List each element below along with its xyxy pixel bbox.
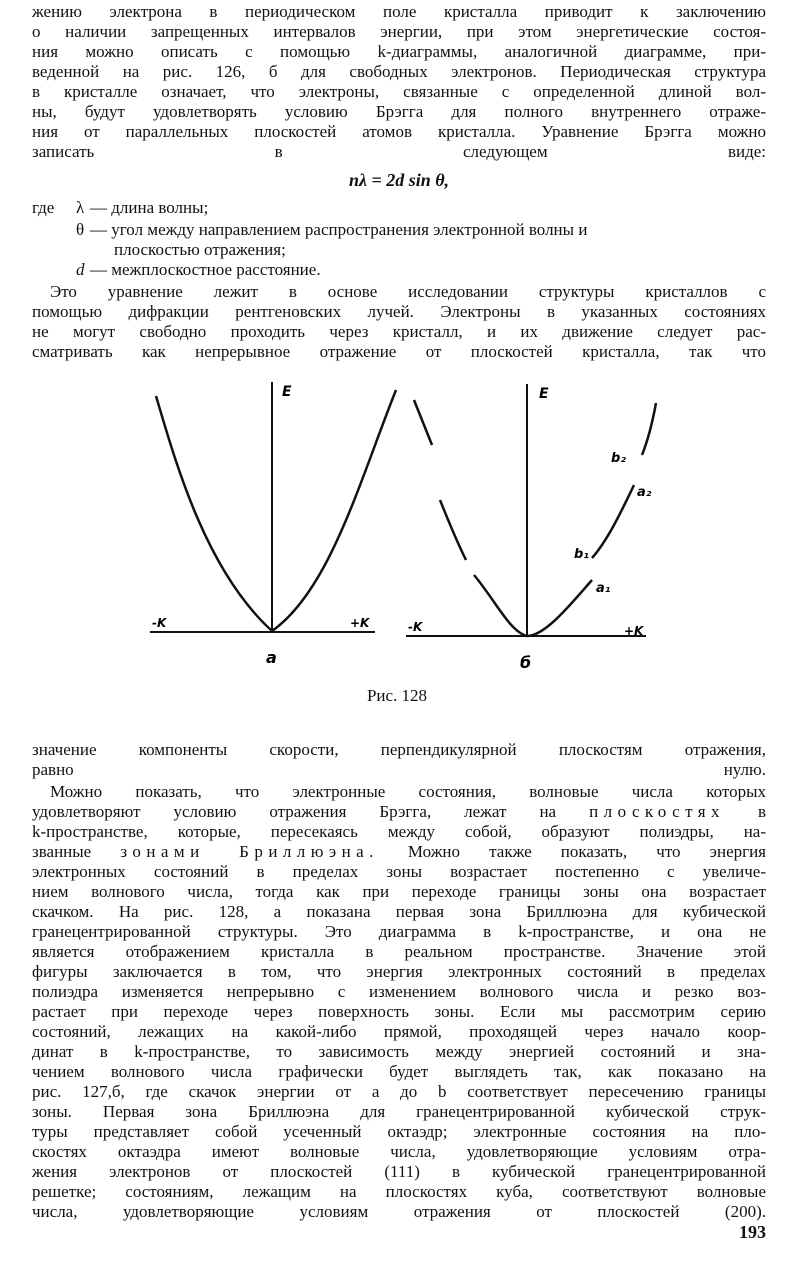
d-symbol: d [76,260,85,279]
theta-symbol: θ [76,220,85,239]
text-line: помощью дифракции рентгеновских лучей. Электроны в указанных состояниях [32,302,766,321]
text-line: чением волнового числа графически будет выглядеть так, как показано на [32,1062,766,1081]
text-line: значение компоненты скорости, перпендикулярной плоскостям отражения, [32,740,766,759]
text-line: является отображением кристалла в реальном пространстве. Значение этой [32,942,766,961]
d-definition: — межплоскостное расстояние. [90,260,321,279]
text-line: k-пространстве, которые, пересекаясь между собой, образуют полиэдры, на- [32,822,766,841]
text-line [32,802,766,822]
text-line: состояний, лежащих на какой-либо прямой, проходящей через начало коор- [32,1022,766,1041]
text-line: веденной на рис. 126, б для свободных электронов. Периодическая структура [32,62,766,81]
plus-k-label: +K [350,616,370,630]
diagram-a [150,382,396,667]
curve-label-b2: b₂ [611,451,626,466]
band-a1 [474,575,592,636]
text-line: Можно показать, что электронные состояния, волновые числа которых [50,782,766,801]
text-line: равно нулю. [32,760,766,779]
text-line: жения электронов от плоскостей (111) в кубической гранецентрированной [32,1162,766,1181]
text-span: в [757,802,767,821]
emphasis-brillouin-zones: зонами Бриллюэна. [120,842,379,861]
text-line: фигуры заключается в том, что энергия электронных состояний в пределах [32,962,766,981]
text-line: о наличии запрещенных интервалов энергии, при этом энергетические состоя- [32,22,766,41]
curve-label-a1: a₁ [596,581,611,596]
band-left-top [414,400,432,445]
text-line [32,842,766,862]
text-line: ния от параллельных плоскостей атомов кристалла. Уравнение Брэгга можно [32,122,766,141]
text-line: динат в k-пространстве, то зависимость между энергией состояний и зна- [32,1042,766,1061]
lambda-symbol: λ [76,198,85,217]
text-line: рис. 127,б, где скачок энергии от a до b соответствует пересечению границы [32,1082,766,1101]
band-b1-a2 [592,485,634,558]
lambda-definition: — длина волны; [90,198,209,217]
minus-k-label: -K [408,620,423,634]
text-line: гранецентрированной структуры. Это диаграмма в k-пространстве, и она не [32,922,766,941]
band-b2 [642,403,656,455]
text-line: скачком. На рис. 128, а показана первая зона Бриллюэна для кубической [32,902,766,921]
curve-label-b1: b₁ [574,547,589,562]
energy-axis-label: E [539,386,549,402]
text-span: Можно также показать, что энергия [407,842,767,861]
text-line: скостях октаэдра имеют волновые числа, удовлетворяющие условиям отра- [32,1142,766,1161]
text-line: жению электрона в периодическом поле кристалла приводит к заключению [32,2,766,21]
theta-definition-cont: плоскостью отражения; [114,240,286,259]
figure-caption: Рис. 128 [366,686,428,705]
text-line: зоны. Первая зона Бриллюэна для гранецентрированной кубической струк- [32,1102,766,1121]
bragg-formula: nλ = 2d sin θ, [348,170,450,190]
text-line: полиэдра изменяется непрерывно с изменением волнового числа и резко воз- [32,982,766,1001]
text-line: в кристалле означает, что электроны, связанные с определенной длиной вол- [32,82,766,101]
text-line: нием волнового числа, тогда как при переходе границы зоны она возрастает [32,882,766,901]
free-electron-parabola [156,390,396,631]
text-line: решетке; состояниям, лежащим на плоскостях куба, соответствуют волновые [32,1182,766,1201]
text-line: ния можно описать с помощью k-диаграммы, аналогичной диаграмме, при- [32,42,766,61]
diagram-label-b: б [520,653,532,672]
minus-k-label: -K [152,616,167,630]
diagram-label-a: a [266,648,277,667]
curve-label-a2: a₂ [637,485,652,500]
text-line: Это уравнение лежит в основе исследовании структуры кристаллов с [50,282,766,301]
text-line: числа, удовлетворяющие условиям отражения от плоскостей (200). [32,1202,766,1221]
text-line: электронных состояний в пределах зоны возрастает постепенно с увеличе- [32,862,766,881]
emphasis-planes: плоскостях [589,802,725,821]
definition-intro: где [32,198,55,217]
diagram-b [406,384,656,672]
text-line: не могут свободно проходить через кристалл, и их движение следует рас- [32,322,766,341]
page-number: 193 [739,1222,766,1242]
theta-definition: — угол между направлением распространения электронной волны и [90,220,588,239]
text-span: званные [32,842,92,861]
text-span: удовлетворяют условию отражения Брэгга, лежат на [32,802,557,821]
band-left-upper [440,500,466,560]
text-line: растает при переходе через поверхность зоны. Если мы рассмотрим серию [32,1002,766,1021]
text-line: туры представляет собой усеченный октаэдр; электронные состояния на пло- [32,1122,766,1141]
plus-k-label: +K [624,624,644,638]
energy-axis-label: E [282,384,292,400]
text-line: ны, будут удовлетворять условию Брэгга для полного внутреннего отраже- [32,102,766,121]
text-line: записать в следующем виде: [32,142,766,161]
text-line: сматривать как непрерывное отражение от плоскостей кристалла, так что [32,342,766,361]
